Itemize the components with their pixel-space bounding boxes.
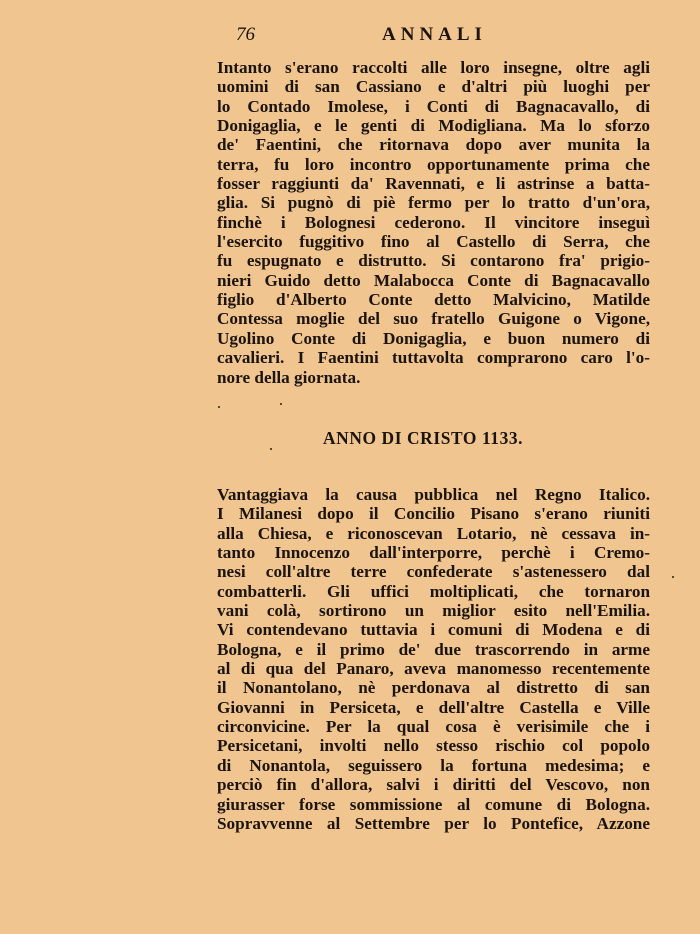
paragraph-2	[217, 485, 650, 833]
text-line: figlio d'Alberto Conte detto Malvicino, Matilde	[217, 290, 650, 310]
text-line: fu espugnato e distrutto. Si contarono fra' prigio-	[217, 251, 650, 271]
text-line: di Nonantola, seguissero la fortuna medesima; e	[217, 755, 650, 775]
text-line: cavalieri. I Faentini tuttavolta comprarono caro l'o-	[217, 348, 650, 368]
ink-speck	[218, 406, 220, 408]
text-line: nesi coll'altre terre confederate s'astenessero dal	[217, 562, 650, 582]
text-line: terra, fu loro incontro opportunamente prima che	[217, 154, 650, 174]
text-line: vani colà, sortirono un miglior esito nell'Emilia.	[217, 601, 650, 621]
text-line: uomini di san Cassiano e d'altri più luoghi per	[217, 77, 650, 97]
text-line: fosser raggiunti da' Ravennati, e li astrinse a batta-	[217, 174, 650, 194]
text-line: lo Contado Imolese, i Conti di Bagnacavallo, di	[217, 96, 650, 116]
text-line: Vantaggiava la causa pubblica nel Regno Italico.	[217, 485, 650, 504]
text-line: Ugolino Conte di Donigaglia, e buon numero di	[217, 328, 650, 348]
ink-speck	[270, 448, 272, 450]
text-line: Giovanni in Persiceta, e dell'altre Castella e Ville	[217, 697, 650, 717]
text-line: l'esercito fuggitivo fino al Castello di Serra, che	[217, 232, 650, 252]
page-header	[232, 24, 522, 48]
text-line: al di qua del Panaro, aveva manomesso recentemente	[217, 659, 650, 679]
ink-speck	[672, 576, 674, 578]
text-line: glia. Si pugnò di piè fermo per lo tratto d'un'ora,	[217, 193, 650, 213]
text-line: tanto Innocenzo dall'interporre, perchè i Cremo-	[217, 543, 650, 563]
text-line: nieri Guido detto Malabocca Conte di Bagnacavallo	[217, 270, 650, 290]
running-title: ANNALI	[382, 24, 487, 45]
text-line: alla Chiesa, e riconoscevan Lotario, nè cessava in-	[217, 523, 650, 543]
text-line: Intanto s'erano raccolti alle loro insegne, oltre agli	[217, 58, 650, 77]
text-line: il Nonantolano, nè perdonava al distretto di san	[217, 678, 650, 698]
text-line: combatterli. Gli uffici moltiplicati, che tornaron	[217, 581, 650, 601]
text-line: de' Faentini, che ritornava dopo aver munita la	[217, 135, 650, 155]
text-line: Donigaglia, e le genti di Modigliana. Ma lo sforzo	[217, 116, 650, 136]
text-line: Bologna, e il primo de' due trascorrendo in arme	[217, 639, 650, 659]
ink-speck	[280, 403, 282, 405]
text-line: giurasser forse sommissione al comune di Bologna.	[217, 794, 650, 814]
text-line: finchè i Bolognesi cederono. Il vincitore inseguì	[217, 212, 650, 232]
paragraph-1	[217, 58, 650, 387]
text-line: Vi contendevano tuttavia i comuni di Modena e di	[217, 620, 650, 640]
text-line: circonvicine. Per la qual cosa è verisimile che i	[217, 717, 650, 737]
text-line: nore della giornata.	[217, 367, 361, 387]
text-line: Persicetani, involti nello stesso rischio col popolo	[217, 736, 650, 756]
text-line: I Milanesi dopo il Concilio Pisano s'erano riuniti	[217, 504, 650, 524]
text-line: Contessa moglie del suo fratello Guigone o Vigone,	[217, 309, 650, 329]
text-line: perciò fin d'allora, salvi i diritti del Vescovo, non	[217, 775, 650, 795]
section-heading: ANNO DI CRISTO 1133.	[323, 428, 524, 448]
page-number: 76	[236, 24, 255, 45]
text-line: Sopravvenne al Settembre per lo Pontefice, Azzone	[217, 813, 650, 833]
